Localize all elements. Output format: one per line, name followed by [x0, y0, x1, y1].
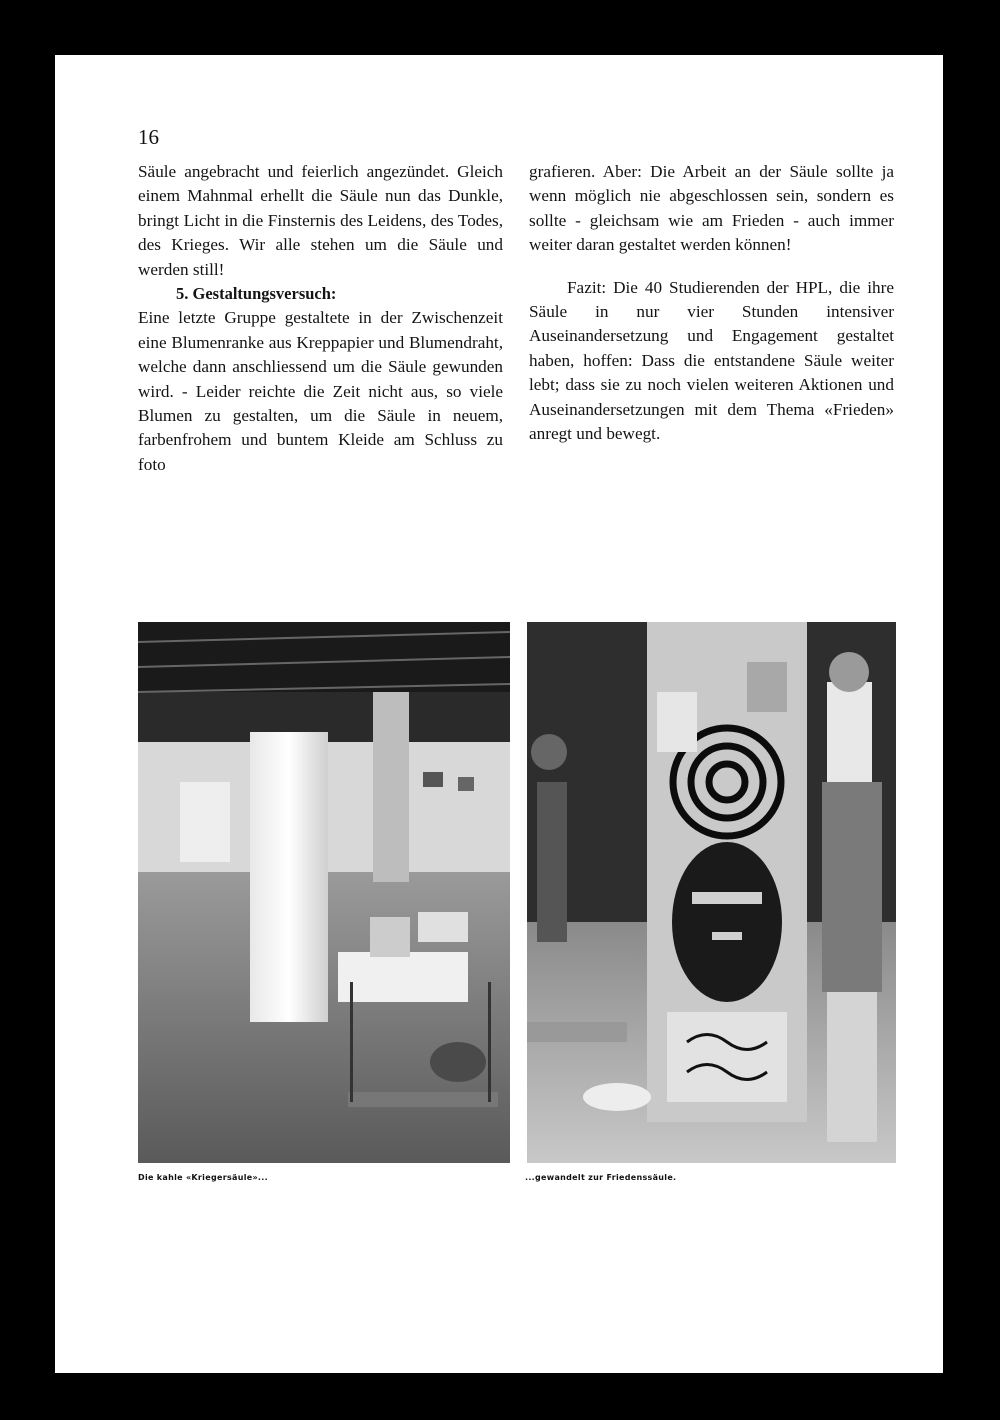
right-paragraph-1: grafieren. Aber: Die Arbeit an der Säule sollte ja wenn möglich nie abgeschlossen sein, sondern es sollte - gleichsam wie am Frieden - auch immer weiter daran gestaltet werden können! — [529, 162, 894, 255]
photo-painted-column — [527, 622, 896, 1163]
left-paragraph-1: Säule angebracht und feierlich angezündet. Gleich einem Mahnmal erhellt die Säule nun das Dunkle, bringt Licht in die Finsternis des Leidens, des Todes, des Krieges. Wir alle stehen um die Säule und werden still! — [138, 162, 503, 279]
right-paragraph-2: Fazit: Die 40 Studierenden der HPL, die ihre Säule in nur vier Stunden intensiver Auseinandersetzung und Engagement gestaltet haben, hoffen: Dass die entstandene Säule weiter lebt; dass sie zu noch vielen weiteren Aktionen und Auseinandersetzungen mit dem Thema «Frieden» anregt und bewegt. — [529, 277, 894, 444]
photo-bare-column — [138, 622, 510, 1163]
photo-bare-column-image — [138, 622, 510, 1163]
caption-right: ...gewandelt zur Friedenssäule. — [525, 1173, 677, 1182]
left-column — [138, 160, 503, 477]
left-paragraph-2: Eine letzte Gruppe gestaltete in der Zwischenzeit eine Blumenranke aus Kreppapier und Blumendraht, welche dann anschliessend um die Säule gewunden wird. - Leider reichte die Zeit nicht aus, so viele Blumen zu gestalten, um die Säule in neuem, farbenfrohem und buntem Kleide am Schluss zu foto — [138, 308, 503, 474]
caption-left: Die kahle «Kriegersäule»... — [138, 1173, 268, 1182]
page-number: 16 — [138, 125, 159, 149]
photo-painted-column-image — [527, 622, 896, 1163]
page — [55, 55, 943, 1373]
section-heading: 5. Gestaltungsversuch: — [176, 284, 337, 304]
right-column — [529, 160, 894, 446]
